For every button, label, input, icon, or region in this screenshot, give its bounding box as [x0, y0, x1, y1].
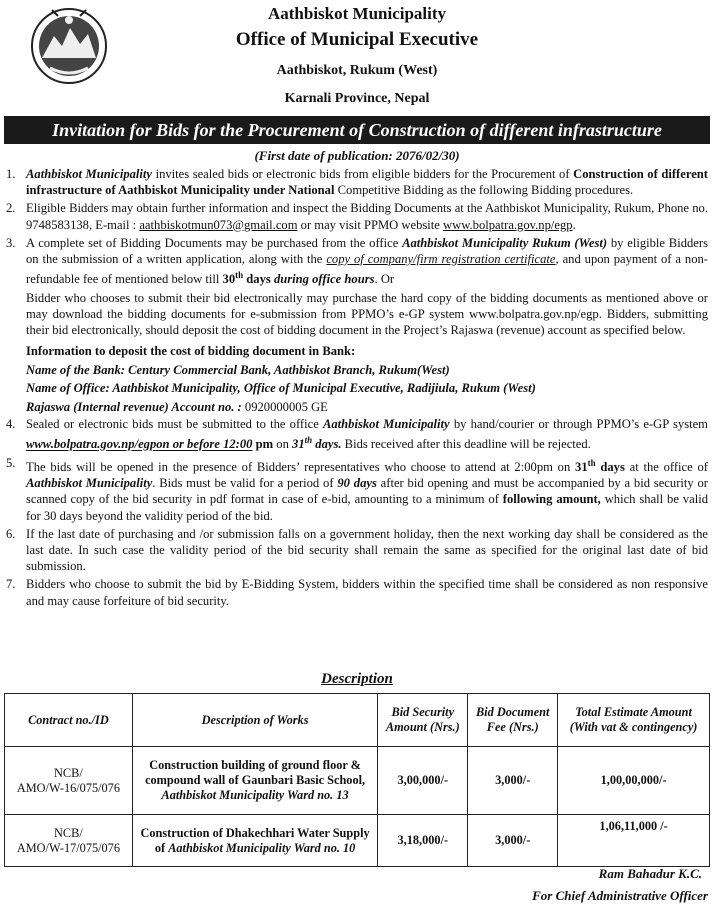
- clause-3-electronic-note: Bidder who chooses to submit their bid electronically may purchase the hard copy of the bidding documents as mentioned above or may download the bidding documents for e-submission from PPMO’s e-GP system www.bolpatra.gov.np/egp. Bidders, submitting their bid electronically, should deposit the cost of bidding document in the Project’s Rajaswa (revenue) account as specified below.: [26, 290, 708, 338]
- clause-text: Aathbiskot Municipality Rukum (West): [402, 235, 608, 250]
- contract-id-part: AMO/W-17/075/076: [16, 840, 120, 855]
- signatory-name: Ram Bahadur K.C.: [598, 866, 702, 881]
- clause-text: Construction of different infrastructure of Aathbiskot Municipality under National: [26, 167, 708, 198]
- clause-number: 1.: [6, 167, 16, 181]
- clause-3: [6, 235, 708, 288]
- contract-id: [5, 747, 133, 815]
- account-label: Rajaswa (Internal revenue) Account no. :: [26, 399, 245, 414]
- clause-2: [6, 200, 708, 232]
- clause-text: copy of company/firm registration certificate: [326, 252, 556, 267]
- email-link[interactable]: aathbiskotmun073@gmail.com: [139, 217, 298, 232]
- clause-text: Sealed or electronic bids must be submitted to the office: [26, 417, 323, 432]
- clause-text: Bidders who choose to submit the bid by E-Bidding System, bidders within the specified time shall be considered as non responsive and may cause forfeiture of bid security.: [26, 577, 708, 608]
- clause-text: by hand/courier or through PPMO’s e-GP system: [449, 417, 708, 432]
- clause-text: following amount,: [502, 492, 601, 507]
- clause-text: days: [243, 272, 271, 287]
- header-description: Description of Works: [132, 694, 378, 747]
- bank-office: Name of Office: Aathbiskot Municipality, Office of Municipal Executive, Radijiula, Rukum (West): [26, 381, 536, 396]
- clause-text: The bids will be opened in the presence of Bidders’ representatives who choose to attend at 2:00pm on: [26, 460, 576, 474]
- province: Karnali Province, Nepal: [284, 91, 430, 106]
- bid-security: 3,18,000/-: [378, 815, 468, 867]
- description-heading: Description: [321, 671, 393, 687]
- contracts-table: [4, 693, 710, 867]
- clause-text: by eligible Bidders on the submission of a written application, along with the: [26, 235, 708, 267]
- clause-text: th: [304, 435, 313, 446]
- clause-text: Aathbiskot Municipality: [322, 417, 450, 432]
- municipality-name: Aathbiskot Municipality: [267, 4, 447, 23]
- table-row: [5, 747, 710, 815]
- work-description-text: Construction building of ground floor & compound wall of Gaunbari Basic School,: [145, 758, 366, 787]
- clause-text: on: [273, 437, 293, 452]
- work-description-text: Aathbiskot Municipality Ward no. 13: [161, 788, 349, 802]
- work-description: [132, 815, 378, 867]
- work-description: [132, 747, 378, 815]
- table-row: [5, 815, 710, 867]
- clause-1: [6, 166, 708, 198]
- bank-info: [6, 342, 708, 416]
- clause-text: A complete set of Bidding Documents may be purchased from the office: [26, 235, 403, 250]
- clause-text: Competitive Bidding as the following Bidding procedures.: [334, 183, 634, 198]
- clause-text: Aathbiskot Municipality: [26, 476, 153, 491]
- clause-text: 90 days: [337, 476, 377, 491]
- document-fee: 3,000/-: [468, 747, 558, 815]
- header-total-estimate: Total Estimate Amount (With vat & contingency): [558, 694, 710, 747]
- contract-id-part: AMO/W-16/075/076: [16, 780, 120, 795]
- office-location: Aathbiskot, Rukum (West): [276, 63, 438, 78]
- contract-id: [5, 815, 133, 867]
- clause-text: .: [572, 217, 576, 232]
- total-estimate: 1,00,00,000/-: [558, 747, 710, 815]
- clause-text: Bids received after this deadline will be rejected.: [341, 437, 591, 452]
- clause-number: 6.: [6, 526, 16, 541]
- clause-number: 4.: [6, 417, 16, 432]
- header-bid-security: Bid Security Amount (Nrs.): [378, 694, 468, 747]
- clause-text: days.: [312, 437, 342, 452]
- clause-number: 5.: [6, 455, 16, 470]
- signatory-title: For Chief Administrative Officer: [532, 888, 708, 903]
- clause-text: If the last date of purchasing and /or submission falls on a government holiday, then the next working day shall be considered as the last date. In such case the validity period of the bid security shall remain the same as specified for the original last date of bid submission.: [26, 526, 708, 574]
- clause-text: Aathbiskot Municipality: [26, 167, 153, 181]
- publication-date: (First date of publication: 2076/02/30): [254, 148, 460, 163]
- work-description-text: Construction of Dhakechhari Water Supply of: [140, 825, 370, 855]
- notice-body: [6, 166, 708, 611]
- clause-number: 3.: [6, 235, 16, 250]
- header-document-fee: Bid Document Fee (Nrs.): [468, 694, 558, 747]
- office-name: Office of Municipal Executive: [235, 29, 479, 50]
- bank-name: Name of the Bank: Century Commercial Bank, Aathbiskot Branch, Rukum(West): [26, 362, 450, 377]
- clause-text: th: [235, 270, 244, 281]
- table-header-row: [5, 694, 710, 747]
- total-estimate: 1,06,11,000 /-: [558, 815, 710, 867]
- notice-title-banner: Invitation for Bids for the Procurement of Construction of different infrastructure: [4, 116, 710, 144]
- clause-text: 31: [575, 460, 588, 474]
- work-description-text: Aathbiskot Municipality Ward no. 10: [168, 840, 356, 855]
- clause-text: pm: [252, 437, 274, 452]
- document-fee: 3,000/-: [468, 815, 558, 867]
- clause-text: after bid opening and must be accompanied by a bid security or scanned copy of the bid security in pdf format in case of e-bid, amounting to a minimum of: [26, 476, 708, 507]
- clause-text: invites sealed bids or electronic bids from eligible bidders for the Procurement of: [152, 167, 574, 181]
- contract-id-part: NCB/: [54, 765, 83, 780]
- clause-text: or may visit PPMO website: [297, 217, 444, 232]
- egp-link[interactable]: www.bolpatra.gov.np/egpon or before 12:00: [26, 437, 253, 452]
- clause-number: 7.: [6, 577, 16, 592]
- clause-text: 30: [222, 272, 236, 287]
- account-number: 0920000005 GE: [244, 399, 328, 414]
- clause-5: [6, 455, 708, 524]
- clause-text: which shall be valid for 30 days beyond the validity period of the bid.: [26, 492, 709, 523]
- clause-number: 2.: [6, 201, 16, 216]
- clause-text: days: [595, 460, 625, 474]
- clause-text: during office hours: [270, 272, 375, 287]
- clause-text: 31: [292, 437, 305, 452]
- clause-text: . Bids must be valid for a period of: [152, 476, 338, 491]
- clause-6: [6, 526, 708, 575]
- clause-text: Eligible Bidders may obtain further information and inspect the Bidding Documents at the Aathbiskot Municipality, Rukum, Phone no. 9748583138, E-mail :: [26, 201, 708, 232]
- bank-info-title: Information to deposit the cost of bidding document in Bank:: [26, 344, 356, 359]
- clause-text: . Or: [374, 272, 395, 287]
- clause-7: [6, 576, 708, 608]
- bid-security: 3,00,000/-: [378, 747, 468, 815]
- clause-text: , and upon payment of a non-refundable fee of mentioned below till: [26, 252, 708, 287]
- header-contract-id: Contract no./ID: [5, 694, 133, 747]
- clause-text: at the office of: [624, 460, 708, 474]
- clause-4: [6, 416, 708, 453]
- clause-text: th: [587, 457, 596, 468]
- contract-id-part: NCB/: [54, 825, 83, 840]
- website-link[interactable]: www.bolpatra.gov.np/egp: [443, 217, 573, 232]
